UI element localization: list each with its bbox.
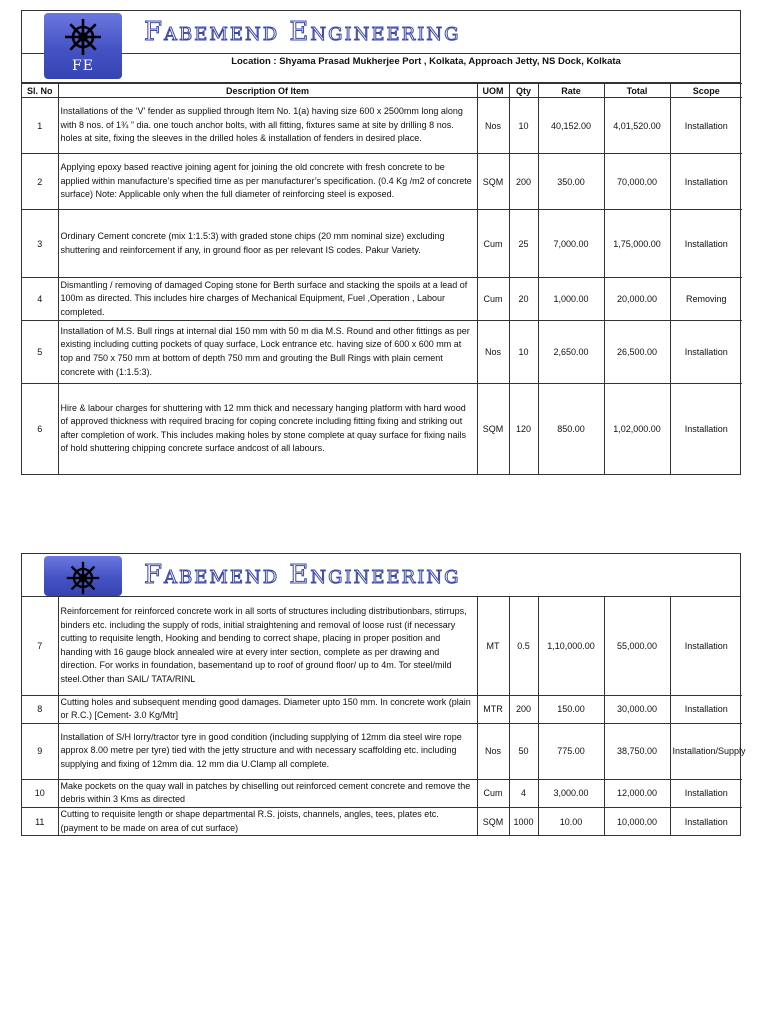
table-row	[22, 597, 742, 695]
cell-qty: 200	[509, 154, 538, 210]
cell-description: Cutting holes and subsequent mending good damages. Diameter upto 150 mm. In concrete work (plain or R.C.) [Cement- 3.0 Kg/Mtr]	[58, 695, 477, 723]
cell-total: 30,000.00	[604, 695, 670, 723]
company-name: Fabemend Engineering	[144, 17, 461, 47]
cell-sl: 11	[22, 807, 58, 835]
table-row	[22, 278, 742, 321]
cell-description: Reinforcement for reinforced concrete work in all sorts of structures including distributionbars, stirrups, binders etc. including the supply of rods, initial straightening and removal of loose rust (if necessary cutting to requisite length, Hooking and bending to correct shape, placing in proper position and handing with 16 gauge block annealed wire at every inter section, complete as per drawing and direction. For works in foundation, basementand up to roof of ground floor/ up to 4m. Tor steel/mild steel.Other than SAIL/ TATA/RINL	[58, 597, 477, 695]
cell-rate: 40,152.00	[538, 98, 604, 154]
quotation-sheet-1	[21, 10, 741, 475]
cell-qty: 120	[509, 384, 538, 474]
cell-qty: 200	[509, 695, 538, 723]
cell-description: Hire & labour charges for shuttering with 12 mm thick and necessary hanging platform with hard wood of approved thickness with required bracing for coping concrete including fitting fixing and striking out after completion of work. This includes making holes by stone complete at quay surface for fixing nails of hold shuttering chipping concrete surface andcost of all labours.	[58, 384, 477, 474]
table-row	[22, 723, 742, 779]
items-table-1	[22, 83, 742, 474]
cell-rate: 775.00	[538, 723, 604, 779]
cell-sl: 5	[22, 321, 58, 384]
header-rate: Rate	[538, 84, 604, 98]
cell-rate: 150.00	[538, 695, 604, 723]
header-qty: Qty	[509, 84, 538, 98]
cell-total: 1,02,000.00	[604, 384, 670, 474]
header-sl-no: Sl. No	[22, 84, 58, 98]
cell-qty: 1000	[509, 807, 538, 835]
table-row	[22, 210, 742, 278]
cell-sl: 1	[22, 98, 58, 154]
header-scope: Scope	[670, 84, 742, 98]
cell-total: 1,75,000.00	[604, 210, 670, 278]
company-logo	[44, 556, 122, 596]
cell-sl: 8	[22, 695, 58, 723]
cell-qty: 50	[509, 723, 538, 779]
table-row	[22, 321, 742, 384]
cell-scope: Installation	[670, 154, 742, 210]
cell-scope: Installation	[670, 807, 742, 835]
header-description: Description Of Item	[58, 84, 477, 98]
cell-rate: 1,000.00	[538, 278, 604, 321]
cell-scope: Installation	[670, 779, 742, 807]
cell-qty: 10	[509, 321, 538, 384]
cell-total: 70,000.00	[604, 154, 670, 210]
cell-sl: 7	[22, 597, 58, 695]
cell-sl: 2	[22, 154, 58, 210]
cell-scope: Installation	[670, 321, 742, 384]
cell-uom: Cum	[477, 278, 509, 321]
cell-scope: Installation	[670, 98, 742, 154]
cell-scope: Removing	[670, 278, 742, 321]
cell-description: Dismantling / removing of damaged Coping stone for Berth surface and stacking the spoils at a lead of 100m as directed. This includes hire charges of Mechanical Equipment, Fuel ,Operation , Labour completed.	[58, 278, 477, 321]
table-header-row	[22, 84, 742, 98]
cell-rate: 2,650.00	[538, 321, 604, 384]
header-total: Total	[604, 84, 670, 98]
cell-qty: 0.5	[509, 597, 538, 695]
cell-uom: Nos	[477, 98, 509, 154]
location-line: Location : Shyama Prasad Mukherjee Port , Kolkata, Approach Jetty, NS Dock, Kolkata	[22, 54, 740, 83]
cell-total: 38,750.00	[604, 723, 670, 779]
cell-uom: MT	[477, 597, 509, 695]
cell-rate: 7,000.00	[538, 210, 604, 278]
cell-description: Make pockets on the quay wall in patches by chiselling out reinforced cement concrete and remove the debris within 3 Kms as directed	[58, 779, 477, 807]
cell-description: Applying epoxy based reactive joining agent for joining the old concrete with fresh concrete to be applied within manufacture’s specified time as per manufacturer’s specification. (0.4 Kg /m2 of concrete surface) Note: Applicable only when the full diameter of reinforcing steel is exposed.	[58, 154, 477, 210]
cell-rate: 3,000.00	[538, 779, 604, 807]
cell-qty: 10	[509, 98, 538, 154]
cell-total: 20,000.00	[604, 278, 670, 321]
cell-rate: 350.00	[538, 154, 604, 210]
cell-uom: MTR	[477, 695, 509, 723]
table-row	[22, 98, 742, 154]
cell-scope: Installation/Supply	[670, 723, 742, 779]
cell-description: Ordinary Cement concrete (mix 1:1.5:3) with graded stone chips (20 mm nominal size) excluding shuttering and reinforcement if any, in ground floor as per relevant IS codes. Pakur Variety.	[58, 210, 477, 278]
cell-uom: SQM	[477, 807, 509, 835]
cell-description: Installation of M.S. Bull rings at internal dial 150 mm with 50 m dia M.S. Round and other fittings as per existing including cutting pockets of quay surface, Lock entrance etc. having size of 600 x 600 mm at top and 750 x 750 mm at bottom of depth 750 mm and grouting the Bull Rings with plain cement concrete with (1:1.5:3).	[58, 321, 477, 384]
cell-scope: Installation	[670, 597, 742, 695]
table-row	[22, 807, 742, 835]
quotation-sheet-2	[21, 553, 746, 836]
cell-sl: 6	[22, 384, 58, 474]
cell-scope: Installation	[670, 695, 742, 723]
cell-scope: Installation	[670, 210, 742, 278]
cell-total: 26,500.00	[604, 321, 670, 384]
cell-qty: 20	[509, 278, 538, 321]
header-uom: UOM	[477, 84, 509, 98]
table-row	[22, 695, 742, 723]
company-name: Fabemend Engineering	[144, 560, 461, 590]
cell-rate: 850.00	[538, 384, 604, 474]
table-row	[22, 154, 742, 210]
company-logo	[44, 13, 122, 79]
table-row	[22, 384, 742, 474]
cell-uom: Nos	[477, 321, 509, 384]
cell-description: Cutting to requisite length or shape departmental R.S. joists, channels, angles, tees, plates etc. (payment to be made on area of cut surface)	[58, 807, 477, 835]
cell-qty: 4	[509, 779, 538, 807]
cell-uom: Cum	[477, 210, 509, 278]
cell-sl: 9	[22, 723, 58, 779]
cell-description: Installation of S/H lorry/tractor tyre in good condition (including supplying of 12mm dia steel wire rope approx 8.00 metre per tyre) tied with the jetty structure and with necessary scaffolding etc. including supplying and fixing of 12mm dia. 12 mm dia U.Clamp all complete.	[58, 723, 477, 779]
items-table-2	[22, 597, 746, 835]
cell-description: Installations of the ‘V’ fender as supplied through Item No. 1(a) having size 600 x 2500mm long along with 8 nos. of 1¾ ” dia. one touch anchor bolts, with all fitting, fixtures same at site by drilling 8 nos. holes at site, fixing the sleeves in the drilled holes & installation of fenders in desired place.	[58, 98, 477, 154]
cell-total: 10,000.00	[604, 807, 670, 835]
logo-text: FE	[72, 58, 94, 74]
ships-wheel-icon	[61, 17, 105, 57]
cell-sl: 10	[22, 779, 58, 807]
cell-total: 55,000.00	[604, 597, 670, 695]
cell-total: 12,000.00	[604, 779, 670, 807]
ships-wheel-icon	[61, 560, 105, 596]
cell-scope: Installation	[670, 384, 742, 474]
table-row	[22, 779, 742, 807]
company-banner	[22, 554, 740, 597]
cell-sl: 4	[22, 278, 58, 321]
cell-total: 4,01,520.00	[604, 98, 670, 154]
cell-uom: SQM	[477, 154, 509, 210]
cell-uom: Cum	[477, 779, 509, 807]
cell-uom: SQM	[477, 384, 509, 474]
cell-uom: Nos	[477, 723, 509, 779]
cell-qty: 25	[509, 210, 538, 278]
cell-sl: 3	[22, 210, 58, 278]
cell-rate: 1,10,000.00	[538, 597, 604, 695]
cell-rate: 10.00	[538, 807, 604, 835]
